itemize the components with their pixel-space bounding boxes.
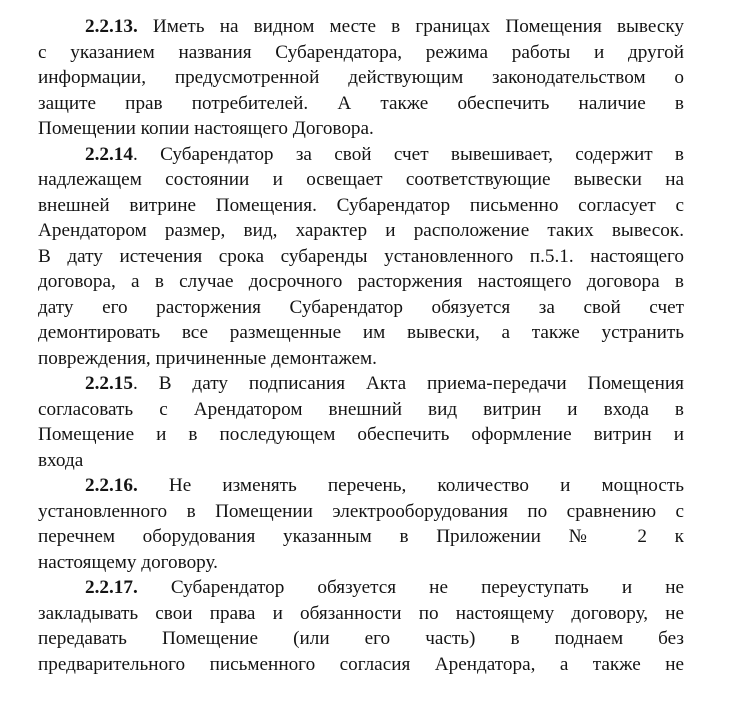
- text-line: передавать Помещение (или его часть) в поднаем без: [38, 628, 684, 649]
- text-line: [38, 371, 684, 397]
- text-line: надлежащем состоянии и освещает соответствующие вывески на: [38, 169, 684, 190]
- document-page: [38, 14, 684, 677]
- text-line: с указанием названия Субарендатора, режима работы и другой: [38, 41, 684, 63]
- text-line: защите прав потребителей. А также обеспечить наличие в: [38, 92, 684, 114]
- clause-number: 2.2.14: [85, 143, 133, 165]
- clause-2-2-17: [38, 575, 684, 677]
- text-line: [38, 142, 684, 168]
- text-line: договора, а в случае досрочного расторжения настоящего договора в: [38, 271, 684, 292]
- text-line: Арендатором размер, вид, характер и расположение таких вывесок.: [38, 220, 684, 241]
- clause-2-2-14: [38, 142, 684, 372]
- line-text: Иметь на видном месте в границах Помещения вывеску: [137, 16, 684, 37]
- clause-number: 2.2.16.: [85, 475, 138, 496]
- clause-number: 2.2.13.: [85, 16, 138, 37]
- line-text: . Субарендатор за свой счет вывешивает, содержит в: [132, 143, 684, 165]
- text-line: внешней витрине Помещения. Субарендатор письменно согласует с: [38, 194, 684, 216]
- text-line: установленного в Помещении электрооборудования по сравнению с: [38, 500, 684, 522]
- text-line: информации, предусмотренной действующим законодательством о: [38, 67, 684, 88]
- clause-number: 2.2.17.: [85, 577, 138, 598]
- line-text: Субарендатор обязуется не переуступать и не: [137, 577, 684, 598]
- clause-2-2-15: [38, 371, 684, 473]
- text-line: дату его расторжения Субарендатор обязуется за свой счет: [38, 296, 684, 318]
- text-line: [38, 473, 684, 499]
- clause-2-2-13: [38, 14, 684, 142]
- text-line: настоящему договору.: [38, 551, 218, 573]
- text-line: Помещение и в последующем обеспечить оформление витрин и: [38, 424, 684, 445]
- text-line: [38, 14, 684, 40]
- text-line: демонтировать все размещенные им вывески, а также устранить: [38, 322, 684, 343]
- clause-number: 2.2.15: [85, 373, 133, 394]
- text-line: входа: [38, 449, 84, 471]
- text-line: повреждения, причиненные демонтажем.: [38, 347, 377, 369]
- clause-2-2-16: [38, 473, 684, 575]
- line-text: . В дату подписания Акта приема-передачи Помещения: [132, 373, 684, 394]
- text-line: [38, 575, 684, 601]
- text-line: В дату истечения срока субаренды установленного п.5.1. настоящего: [38, 245, 684, 267]
- line-text: Не изменять перечень, количество и мощность: [137, 475, 684, 496]
- text-line: согласовать с Арендатором внешний вид витрин и входа в: [38, 398, 684, 420]
- text-line: закладывать свои права и обязанности по настоящему договору, не: [38, 602, 684, 624]
- text-line: Помещении копии настоящего Договора.: [38, 118, 374, 139]
- text-line: предварительного письменного согласия Арендатора, а также не: [38, 653, 684, 675]
- text-line: перечнем оборудования указанным в Приложении № 2 к: [38, 526, 684, 547]
